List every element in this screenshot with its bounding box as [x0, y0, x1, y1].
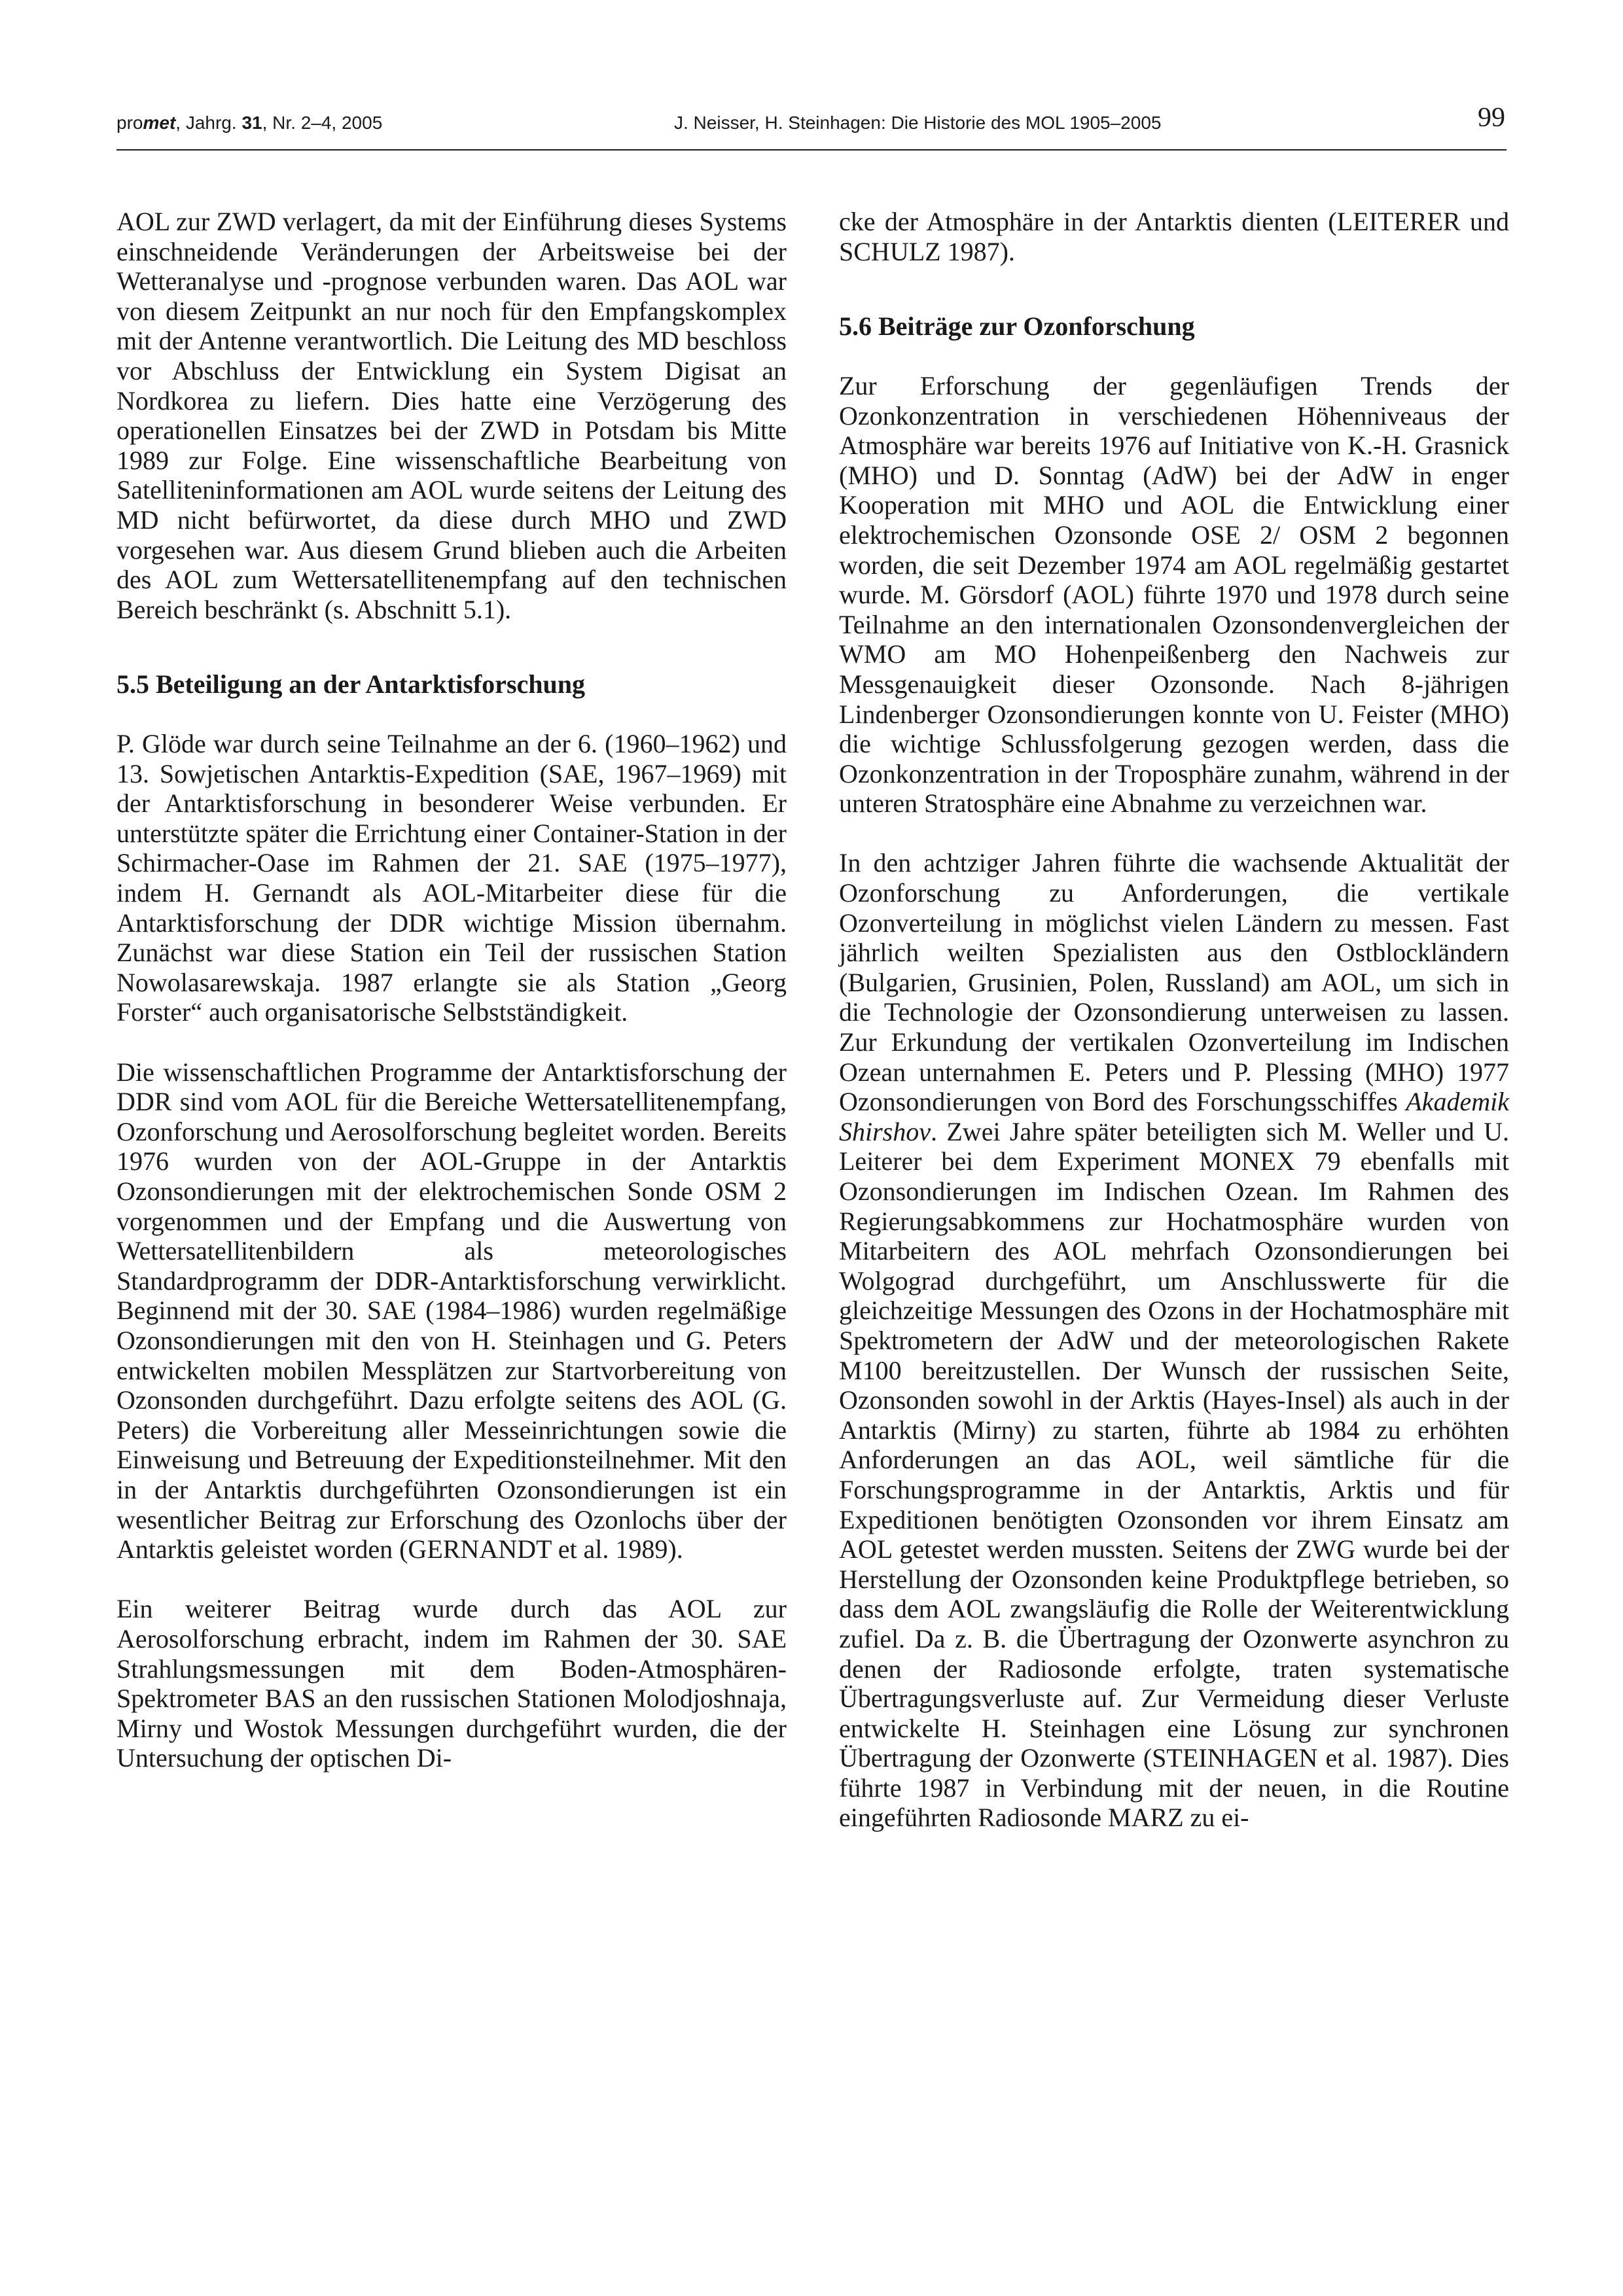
paragraph-text: In den achtziger Jahren führte die wachsende Aktualität der Ozonforschung zu Anforderungen, die vertikale Ozonverteilung in möglichst vielen Ländern zu messen. Fast jährlich weilten Spezialisten aus den Ostblockländern (Bulgarien, Grusinien, Polen, Russland) am AOL, um sich in die Technologie der Ozonsondierung unterweisen zu lassen. Zur Erkundung der vertikalen Ozonverteilung im Indischen Ozean unternahmen E. Peters und P. Plessing (MHO) 1977 Ozonsondierungen von Bord des Forschungsschiffes	[839, 848, 1509, 1117]
paragraph: Die wissenschaftlichen Programme der Antarktisforschung der DDR sind vom AOL für die Bereiche Wettersatellitenempfang, Ozonforschung und Aerosolforschung begleitet worden. Bereits 1976 wurden von der AOL-Gruppe in der Antarktis Ozonsondierungen mit der elektrochemischen Sonde OSM 2 vorgenommen und der Empfang und die Auswertung von Wettersatellitenbildern als meteorologisches Standardprogramm der DDR-Antarktisforschung verwirklicht. Beginnend mit der 30. SAE (1984–1986) wurden regelmäßige Ozonsondierungen mit den von H. Steinhagen und G. Peters entwickelten mobilen Messplätzen zur Startvorbereitung von Ozonsonden durchgeführt. Dazu erfolgte seitens des AOL (G. Peters) die Vorbereitung aller Messeinrichtungen sowie die Einweisung und Betreuung der Expeditionsteilnehmer. Mit den in der Antarktis durchgeführten Ozonsondierungen ist ein wesentlicher Beitrag zur Erforschung des Ozonlochs über der Antarktis geleistet worden (GERNANDT et al. 1989).	[116, 1057, 787, 1564]
page-number: 99	[1478, 103, 1505, 133]
journal-name-mid: , Jahrg.	[175, 113, 242, 133]
journal-issue: , Nr. 2–4, 2005	[262, 113, 383, 133]
journal-citation	[116, 113, 382, 133]
paragraph: P. Glöde war durch seine Teilnahme an der 6. (1960–1962) und 13. Sowjetischen Antarktis-Expedition (SAE, 1967–1969) mit der Antarktisforschung in besonderer Weise verbunden. Er unterstützte später die Errichtung einer Container-Station in der Schirmacher-Oase im Rahmen der 21. SAE (1975–1977), indem H. Gernandt als AOL-Mitarbeiter diese für die Antarktisforschung der DDR wichtige Mission übernahm. Zunächst war diese Station ein Teil der russischen Station Nowolasarewskaja. 1987 erlangte sie als Station „Georg Forster“ auch organisatorische Selbstständigkeit.	[116, 729, 787, 1027]
article-title: J. Neisser, H. Steinhagen: Die Historie des MOL 1905–2005	[674, 113, 1162, 133]
paragraph: AOL zur ZWD verlagert, da mit der Einführung dieses Systems einschneidende Veränderungen der Arbeitsweise bei der Wetteranalyse und -prognose verbunden waren. Das AOL war von diesem Zeitpunkt an nur noch für den Empfangskomplex mit der Antenne verantwortlich. Die Leitung des MD beschloss vor Abschluss der Entwicklung ein System Digisat an Nordkorea zu liefern. Dies hatte eine Verzögerung des operationellen Einsatzes bei der ZWD in Potsdam bis Mitte 1989 zur Folge. Eine wissenschaftliche Bearbeitung von Satelliteninformationen am AOL wurde seitens der Leitung des MD nicht befürwortet, da diese durch MHO und ZWD vorgesehen war. Aus diesem Grund blieben auch die Arbeiten des AOL zum Wettersatellitenempfang auf den technischen Bereich beschränkt (s. Abschnitt 5.1).	[116, 207, 787, 624]
paragraph-text: . Zwei Jahre später beteiligten sich M. Weller und U. Leiterer bei dem Experiment MONEX 79 ebenfalls mit Ozonsondierungen im Indischen Ozean. Im Rahmen des Regierungsabkommens zur Hochatmosphäre wurden von Mitarbeitern des AOL mehrfach Ozonsondierungen bei Wolgograd durchgeführt, um Anschlusswerte für die gleichzeitige Messungen des Ozons in der Hochatmosphäre mit Spektrometern der AdW und der meteorologischen Rakete M100 bereitzustellen. Der Wunsch der russischen Seite, Ozonsonden sowohl in der Arktis (Hayes-Insel) als auch in der Antarktis (Mirny) zu starten, führte ab 1984 zu erhöhten Anforderungen an das AOL, weil sämtliche für die Forschungsprogramme in der Antarktis, Arktis und für Expeditionen benötigten Ozonsonden vor ihrem Einsatz am AOL getestet werden mussten. Seitens der ZWG wurde bei der Herstellung der Ozonsonden keine Produktpflege betrieben, so dass dem AOL zwangsläufig die Rolle der Weiterentwicklung zufiel. Da z. B. die Übertragung der Ozonwerte asynchron zu denen der Radiosonde erfolgte, traten systematische Übertragungsverluste auf. Zur Vermeidung dieser Verluste entwickelte H. Steinhagen eine Lösung zur synchronen Übertragung der Ozonwerte (STEINHAGEN et al. 1987). Dies führte 1987 in Verbindung mit der neuen, in die Routine eingeführten Radiosonde MARZ zu ei-	[839, 1116, 1509, 1833]
paragraph	[839, 848, 1509, 1833]
section-heading: 5.5 Beteiligung an der Antarktisforschung	[116, 669, 585, 699]
paragraph: Zur Erforschung der gegenläufigen Trends der Ozonkonzentration in verschiedenen Höhenniveaus der Atmosphäre war bereits 1976 auf Initiative von K.-H. Grasnick (MHO) und D. Sonntag (AdW) bei der AdW in enger Kooperation mit MHO und AOL die Entwicklung einer elektrochemischen Ozonsonde OSE 2/ OSM 2 begonnen worden, die seit Dezember 1974 am AOL regelmäßig gestartet wurde. M. Görsdorf (AOL) führte 1970 und 1978 durch seine Teilnahme an den internationalen Ozonsondenvergleichen der WMO am MO Hohenpeißenberg den Nachweis zur Messgenauigkeit dieser Ozonsonde. Nach 8-jährigen Lindenberger Ozonsondierungen konnte von U. Feister (MHO) die wichtige Schlussfolgerung gezogen werden, dass die Ozonkonzentration in der Troposphäre zunahm, während in der unteren Stratosphäre eine Abnahme zu verzeichnen war.	[839, 370, 1509, 819]
journal-name-em: met	[143, 113, 176, 133]
paragraph: Ein weiterer Beitrag wurde durch das AOL zur Aerosolforschung erbracht, indem im Rahmen der 30. SAE Strahlungsmessungen mit dem Boden-Atmosphären-Spektrometer BAS an den russischen Stationen Molodjoshnaja, Mirny und Wostok Messungen durchgeführt wurden, die der Untersuchung der optischen Di-	[116, 1594, 787, 1773]
section-heading: 5.6 Beiträge zur Ozonforschung	[839, 311, 1195, 341]
journal-volume: 31	[241, 113, 262, 133]
journal-name-pre: pro	[116, 113, 143, 133]
right-column	[839, 207, 1509, 1833]
ship-name: Akademik Shirshov	[839, 1087, 1509, 1146]
running-head	[116, 103, 1507, 150]
paragraph: cke der Atmosphäre in der Antarktis dienten (LEITERER und SCHULZ 1987).	[839, 207, 1509, 266]
left-column	[116, 207, 787, 1773]
